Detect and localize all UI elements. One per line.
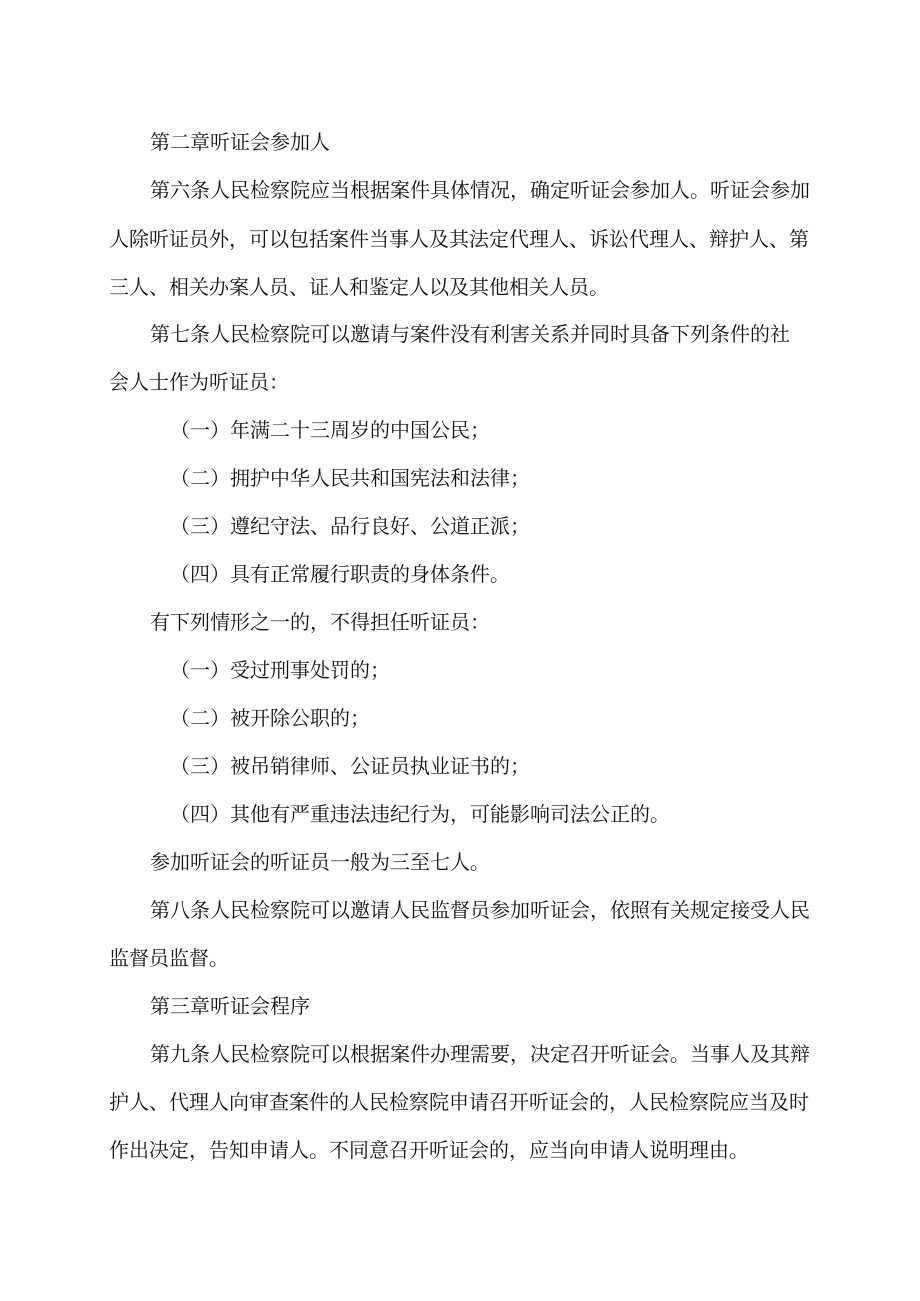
article-6-line-3: 三人、相关办案人员、证人和鉴定人以及其他相关人员。	[109, 275, 609, 299]
condition-item-4: （四）具有正常履行职责的身体条件。	[170, 562, 510, 586]
condition-item-1: （一）年满二十三周岁的中国公民；	[170, 418, 490, 442]
chapter-2-heading: 第二章听证会参加人	[150, 130, 330, 154]
panel-size-text: 参加听证会的听证员一般为三至七人。	[150, 850, 490, 874]
condition-item-2: （二）拥护中华人民共和国宪法和法律；	[170, 466, 530, 490]
article-6-line-1: 第六条人民检察院应当根据案件具体情况，确定听证会参加人。听证会参加	[150, 178, 810, 202]
disqualification-intro: 有下列情形之一的，不得担任听证员：	[150, 610, 490, 634]
article-9-line-3: 作出决定，告知申请人。不同意召开听证会的，应当向申请人说明理由。	[109, 1138, 749, 1162]
condition-item-3: （三）遵纪守法、品行良好、公道正派；	[170, 514, 530, 538]
disqualification-item-1: （一）受过刑事处罚的；	[170, 658, 390, 682]
disqualification-item-2: （二）被开除公职的；	[170, 706, 370, 730]
article-7-line-2: 会人士作为听证员：	[109, 370, 289, 394]
chapter-3-heading: 第三章听证会程序	[150, 994, 310, 1018]
article-8-line-2: 监督员监督。	[109, 946, 229, 970]
disqualification-item-3: （三）被吊销律师、公证员执业证书的；	[170, 754, 530, 778]
article-9-line-2: 护人、代理人向审查案件的人民检察院申请召开听证会的，人民检察院应当及时	[109, 1090, 809, 1114]
article-8-line-1: 第八条人民检察院可以邀请人民监督员参加听证会，依照有关规定接受人民	[150, 898, 810, 922]
disqualification-item-4: （四）其他有严重违法违纪行为，可能影响司法公正的。	[170, 802, 670, 826]
article-7-line-1: 第七条人民检察院可以邀请与案件没有利害关系并同时具备下列条件的社	[150, 322, 790, 346]
article-9-line-1: 第九条人民检察院可以根据案件办理需要，决定召开听证会。当事人及其辩	[150, 1042, 810, 1066]
article-6-line-2: 人除听证员外，可以包括案件当事人及其法定代理人、诉讼代理人、辩护人、第	[109, 227, 809, 251]
